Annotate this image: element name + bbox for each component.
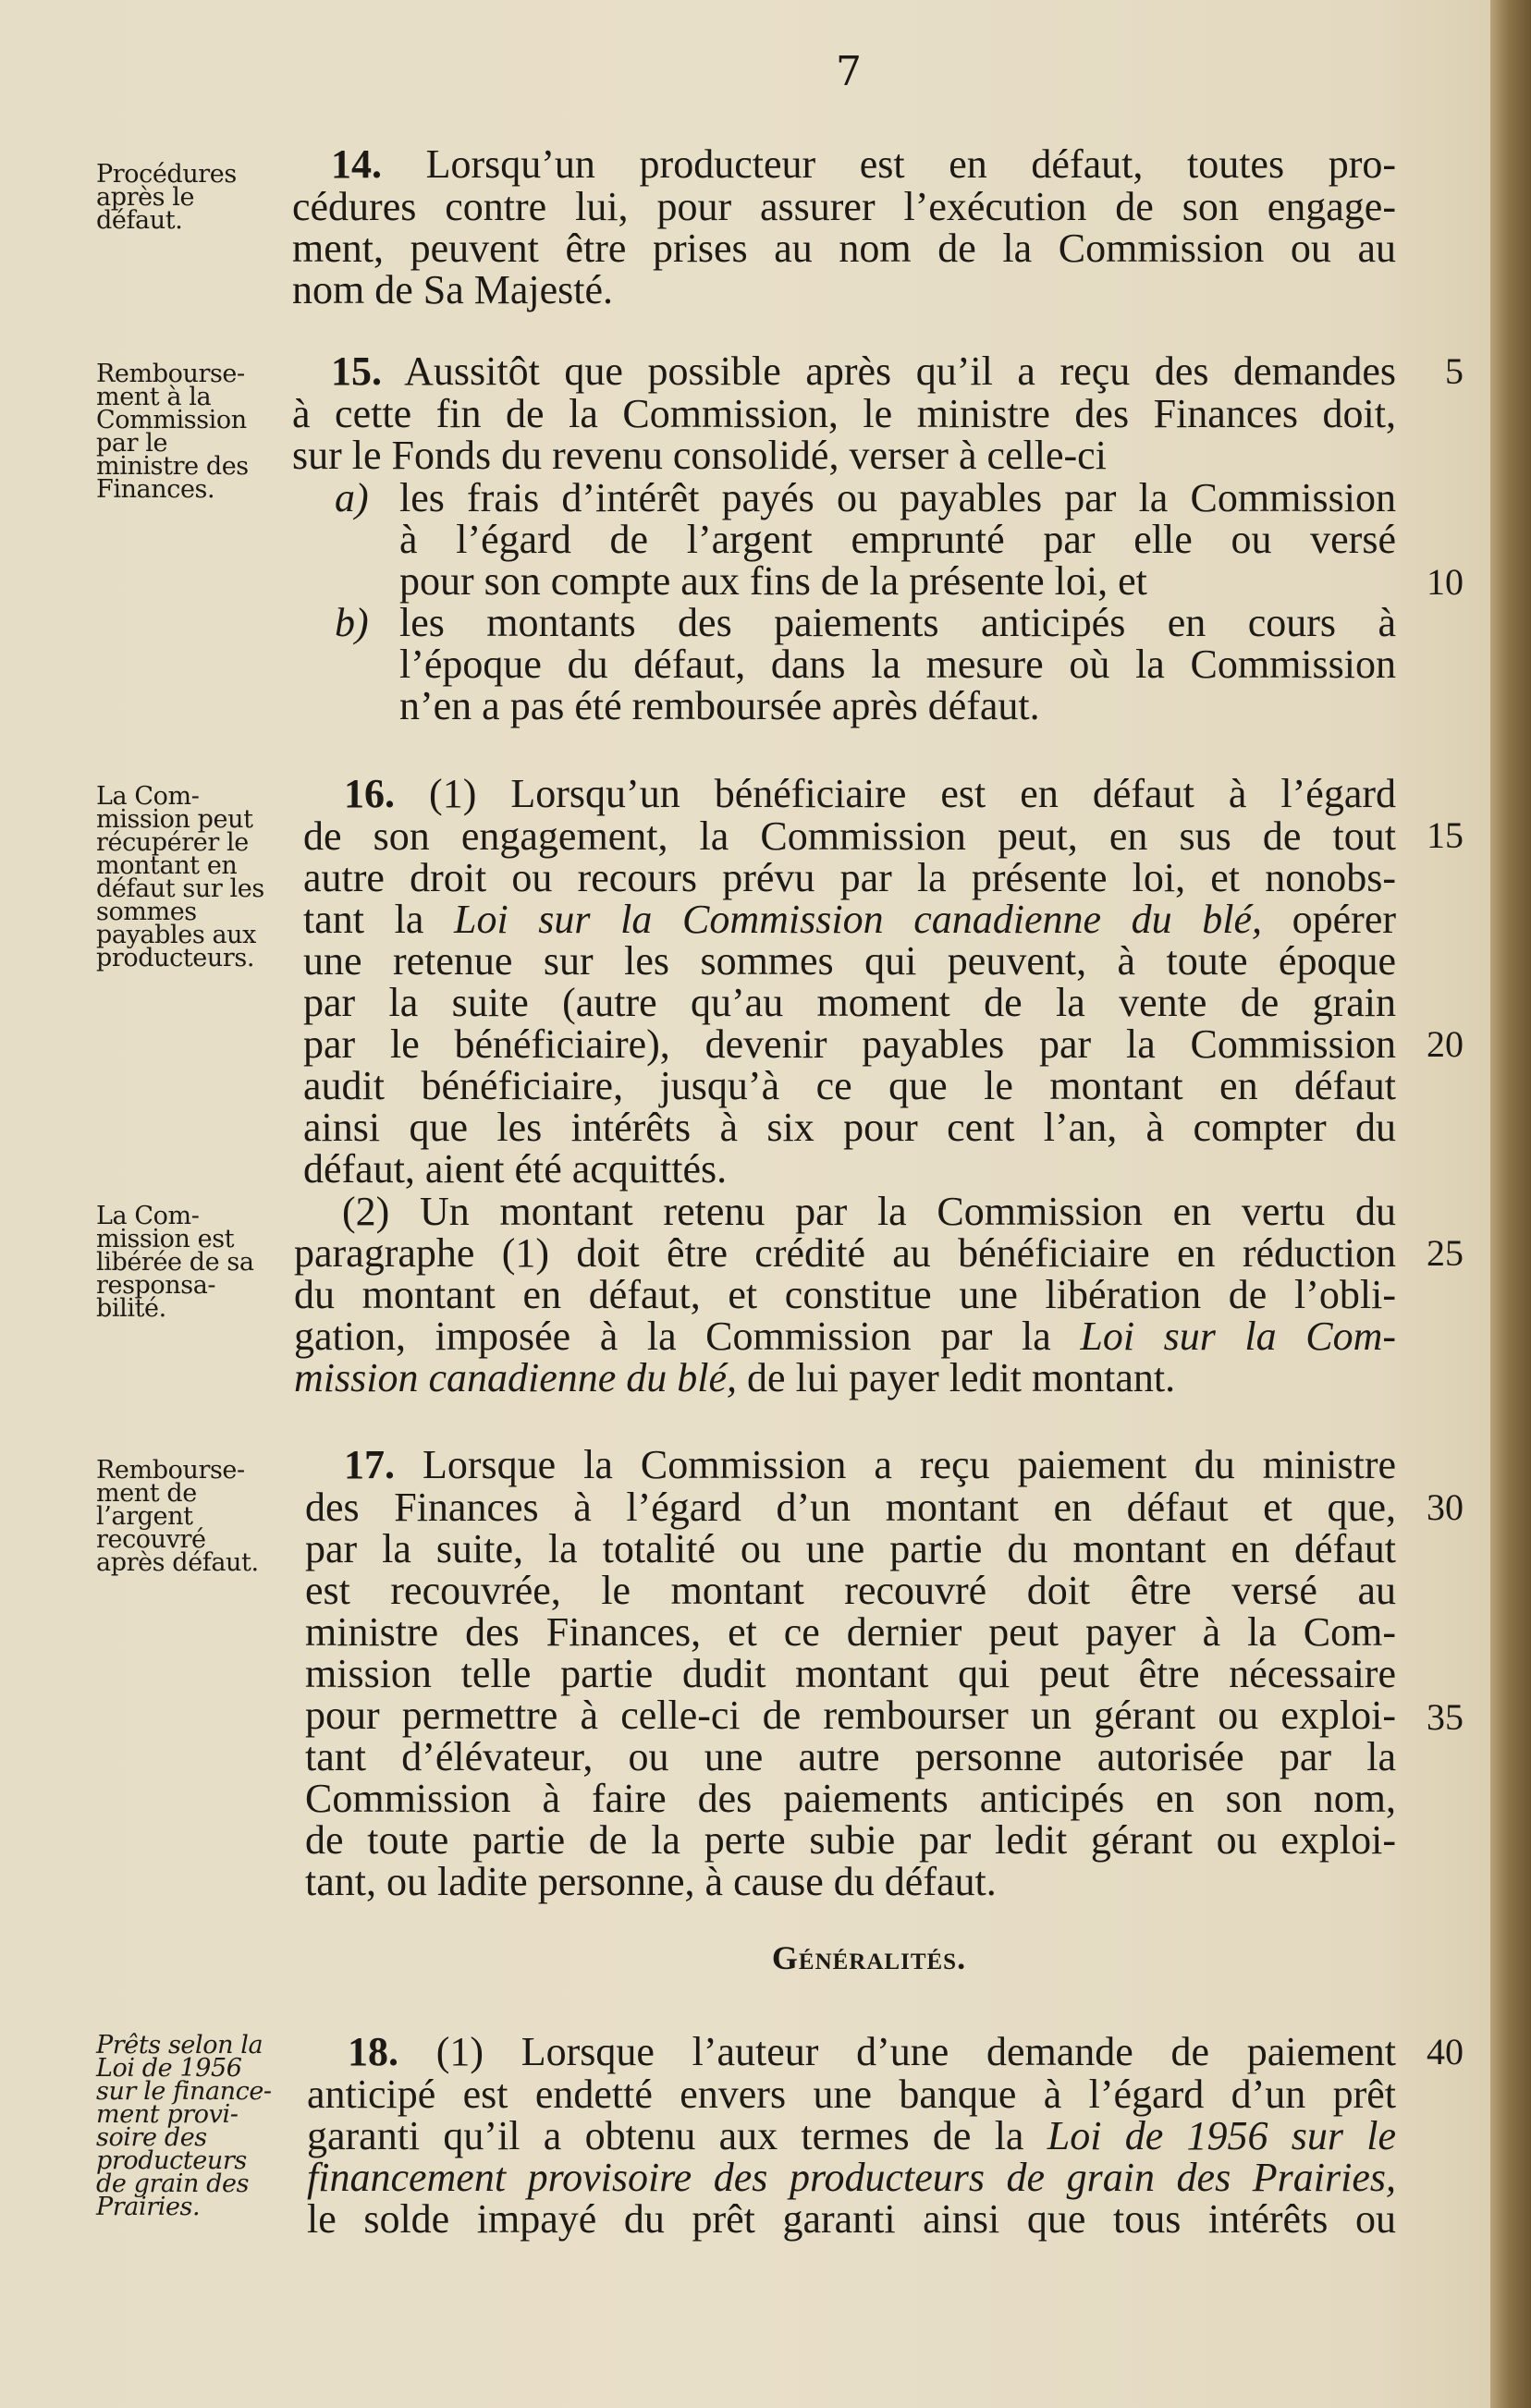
s18-line-3: garanti qu’il a obtenu aux termes de la Loi de 1956 sur le [307, 2113, 1397, 2158]
s17-line-10: de toute partie de la perte subie par ledit gérant ou exploi- [305, 1817, 1396, 1863]
s14-line-4: nom de Sa Majesté. [292, 267, 614, 312]
s17-line-6: mission telle partie dudit montant qui peut être nécessaire [305, 1651, 1396, 1696]
s16-line-1: 16. (1) Lorsqu’un bénéficiaire est en défaut à l’égard [344, 771, 1396, 816]
margin-note-liberee: La Com-mission est libérée de sa responsa-bilité. [96, 1202, 254, 1323]
s14-line-1: 14. Lorsqu’un producteur est en défaut, toutes pro- [331, 141, 1397, 187]
s17-line-1: 17. Lorsque la Commission a reçu paiement du ministre [344, 1442, 1396, 1487]
s16-line-13: du montant en défaut, et constitue une libération de l’obli- [294, 1272, 1396, 1317]
line-number-20: 20 [1427, 1023, 1464, 1065]
s15-item-a-label: a) [335, 475, 369, 520]
line-number-5: 5 [1445, 350, 1464, 392]
s17-line-7: pour permettre à celle-ci de rembourser un gérant ou exploi- [305, 1693, 1396, 1738]
page-edge-shadow [1490, 0, 1531, 2408]
margin-note-procedures: Procédures après le défaut. [96, 160, 237, 235]
s16-number: 16. [344, 771, 395, 816]
s15-line-7: les montants des paiements anticipés en cours à [399, 600, 1396, 645]
s17-line-2: des Finances à l’égard d’un montant en défaut et que, [305, 1485, 1396, 1530]
s16-line-6: par la suite (autre qu’au moment de la vente de grain [303, 980, 1396, 1025]
s16-line-12: paragraphe (1) doit être crédité au bénéficiaire en réduction [294, 1230, 1396, 1276]
s16-line-15: mission canadienne du blé, de lui payer ledit montant. [294, 1355, 1176, 1400]
s15-line-3: sur le Fonds du revenu consolidé, verser à celle-ci [292, 433, 1107, 478]
s17-line-3: par la suite, la totalité ou une partie du montant en défaut [305, 1526, 1396, 1571]
s17-line-5: ministre des Finances, et ce dernier peut payer à la Com- [305, 1609, 1396, 1655]
s16-line-3: autre droit ou recours prévu par la présente loi, et nonobs- [303, 855, 1396, 900]
s14-line-2: cédures contre lui, pour assurer l’exécution de son engage- [292, 184, 1396, 229]
s15-line-5: à l’égard de l’argent emprunté par elle ou versé [399, 517, 1396, 562]
s16-line-14: gation, imposée à la Commission par la Loi sur la Com- [294, 1314, 1397, 1359]
s15-line-6: pour son compte aux fins de la présente loi, et [399, 558, 1147, 604]
s18-line-4: financement provisoire des producteurs de grain des Prairies, [307, 2155, 1396, 2200]
s15-line-2: à cette fin de la Commission, le ministre des Finances doit, [292, 391, 1396, 436]
margin-note-prets: Prêts selon la Loi de 1956 sur le finance-ment provi-soire des producteurs de grain des Prairies. [96, 2031, 272, 2221]
s16-line-11: (2) Un montant retenu par la Commission en vertu du [342, 1189, 1396, 1234]
line-number-10: 10 [1427, 561, 1464, 603]
s15-item-b-label: b) [335, 600, 369, 645]
s17-number: 17. [344, 1442, 395, 1487]
s17-line-11: tant, ou ladite personne, à cause du défaut. [305, 1859, 997, 1904]
page-number: 7 [836, 48, 862, 95]
s16-line-5: une retenue sur les sommes qui peuvent, à toute époque [303, 938, 1396, 984]
s17-line-4: est recouvrée, le montant recouvré doit être versé au [305, 1568, 1396, 1613]
line-number-15: 15 [1427, 814, 1464, 856]
s14-number: 14. [331, 141, 382, 187]
margin-note-recuperer-montant: La Com-mission peut récupérer le montant en défaut sur les sommes payables aux producteurs. [96, 782, 264, 972]
s18-line-5: le solde impayé du prêt garanti ainsi que tous intérêts ou [307, 2196, 1396, 2242]
line-number-35: 35 [1427, 1696, 1464, 1738]
s16-line-9: ainsi que les intérêts à six pour cent l’an, à compter du [303, 1105, 1396, 1150]
s17-line-8: tant d’élévateur, ou une autre personne autorisée par la [305, 1734, 1396, 1779]
s18-line-1: 18. (1) Lorsque l’auteur d’une demande de paiement [348, 2029, 1396, 2074]
s15-line-8: l’époque du défaut, dans la mesure où la Commission [399, 642, 1396, 687]
s15-line-1: 15. Aussitôt que possible après qu’il a reçu des demandes [331, 348, 1396, 394]
s16-line-7: par le bénéficiaire), devenir payables par la Commission [303, 1021, 1396, 1067]
line-number-30: 30 [1427, 1486, 1464, 1528]
s14-line-3: ment, peuvent être prises au nom de la Commission ou au [292, 226, 1396, 271]
s16-line-8: audit bénéficiaire, jusqu’à ce que le montant en défaut [303, 1063, 1396, 1108]
s18-number: 18. [348, 2029, 398, 2074]
s16-line-4: tant la Loi sur la Commission canadienne du blé, opérer [303, 897, 1397, 942]
line-number-25: 25 [1427, 1232, 1464, 1274]
s16-line-10: défaut, aient été acquittés. [303, 1146, 728, 1192]
s15-number: 15. [331, 348, 382, 394]
s16-line-2: de son engagement, la Commission peut, en sus de tout [303, 813, 1396, 859]
s15-line-4: les frais d’intérêt payés ou payables par la Commission [399, 475, 1396, 520]
s15-line-9: n’en a pas été remboursée après défaut. [399, 683, 1040, 728]
s17-line-9: Commission à faire des paiements anticipés en son nom, [305, 1776, 1396, 1821]
line-number-40: 40 [1427, 2031, 1464, 2072]
margin-note-remboursement-argent: Rembourse-ment de l’argent recouvré après défaut. [96, 1456, 259, 1577]
margin-note-remboursement-commission: Rembourse-ment à la Commission par le ministre des Finances. [96, 360, 249, 504]
section-heading-generalites: Généralités. [771, 1939, 967, 1976]
s18-line-2: anticipé est endetté envers une banque à l’égard d’un prêt [307, 2072, 1396, 2117]
